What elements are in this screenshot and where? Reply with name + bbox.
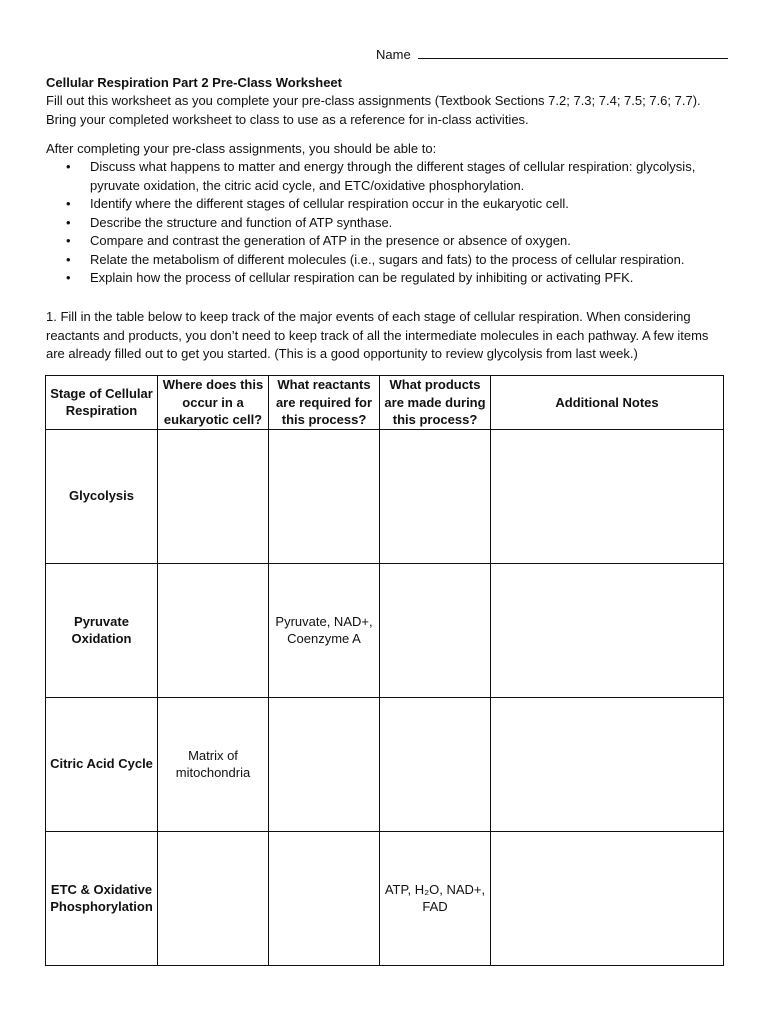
intro-paragraph: Fill out this worksheet as you complete your pre-class assignments (Textbook Sections 7.2; 7.3; 7.4; 7.5; 7.6; 7.7). Bring your completed worksheet to class to use as a reference for in-class activities.: [46, 93, 701, 127]
objective-item: • Describe the structure and function of ATP synthase.: [46, 214, 726, 233]
notes-cell[interactable]: [491, 697, 724, 831]
reactants-cell[interactable]: [269, 429, 380, 563]
objective-item: • Discuss what happens to matter and energy through the different stages of cellular respiration: glycolysis, pyruvate oxidation, the citric acid cycle, and ETC/oxidative phosphorylation.: [46, 158, 726, 195]
where-cell[interactable]: Matrix of mitochondria: [158, 697, 269, 831]
header-products: What products are made during this process?: [380, 376, 491, 430]
header-stage: Stage of Cellular Respiration: [46, 376, 158, 430]
where-cell[interactable]: [158, 831, 269, 965]
notes-cell[interactable]: [491, 429, 724, 563]
notes-cell[interactable]: [491, 831, 724, 965]
table-row: [46, 697, 724, 831]
objective-item: • Explain how the process of cellular respiration can be regulated by inhibiting or activating PFK.: [46, 269, 726, 288]
header-reactants: What reactants are required for this process?: [269, 376, 380, 430]
objective-item: • Compare and contrast the generation of ATP in the presence or absence of oxygen.: [46, 232, 726, 251]
notes-cell[interactable]: [491, 563, 724, 697]
header-where: Where does this occur in a eukaryotic cell?: [158, 376, 269, 430]
worksheet-title: Cellular Respiration Part 2 Pre-Class Worksheet: [46, 75, 342, 90]
products-cell[interactable]: ATP, H₂O, NAD+, FAD: [380, 831, 491, 965]
objective-item: • Identify where the different stages of cellular respiration occur in the eukaryotic cell.: [46, 195, 726, 214]
reactants-cell[interactable]: [269, 697, 380, 831]
where-cell[interactable]: [158, 429, 269, 563]
respiration-table: [45, 375, 724, 966]
stage-cell: Glycolysis: [46, 429, 158, 563]
objectives-list: [46, 158, 726, 288]
where-cell[interactable]: [158, 563, 269, 697]
name-label: Name: [376, 47, 411, 62]
products-cell[interactable]: [380, 563, 491, 697]
objective-item: • Relate the metabolism of different molecules (i.e., sugars and fats) to the process of cellular respiration.: [46, 251, 726, 270]
table-row: [46, 563, 724, 697]
stage-cell: Citric Acid Cycle: [46, 697, 158, 831]
table-header-row: [46, 376, 724, 430]
name-field: [376, 46, 728, 62]
table-row: [46, 429, 724, 563]
name-blank-line[interactable]: [418, 46, 728, 59]
header-notes: Additional Notes: [491, 376, 724, 430]
question-1-text: 1. Fill in the table below to keep track of the major events of each stage of cellular respiration. When considering reactants and products, you don’t need to keep track of all the intermediate molecules in each pathway. A few items are already filled out to get you started. (This is a good opportunity to review glycolysis from last week.): [46, 309, 709, 361]
stage-cell: Pyruvate Oxidation: [46, 563, 158, 697]
products-cell[interactable]: [380, 697, 491, 831]
objectives-lead: After completing your pre-class assignments, you should be able to:: [46, 141, 437, 156]
stage-cell: ETC & Oxidative Phosphorylation: [46, 831, 158, 965]
reactants-cell[interactable]: Pyruvate, NAD+, Coenzyme A: [269, 563, 380, 697]
products-cell[interactable]: [380, 429, 491, 563]
reactants-cell[interactable]: [269, 831, 380, 965]
table-row: [46, 831, 724, 965]
